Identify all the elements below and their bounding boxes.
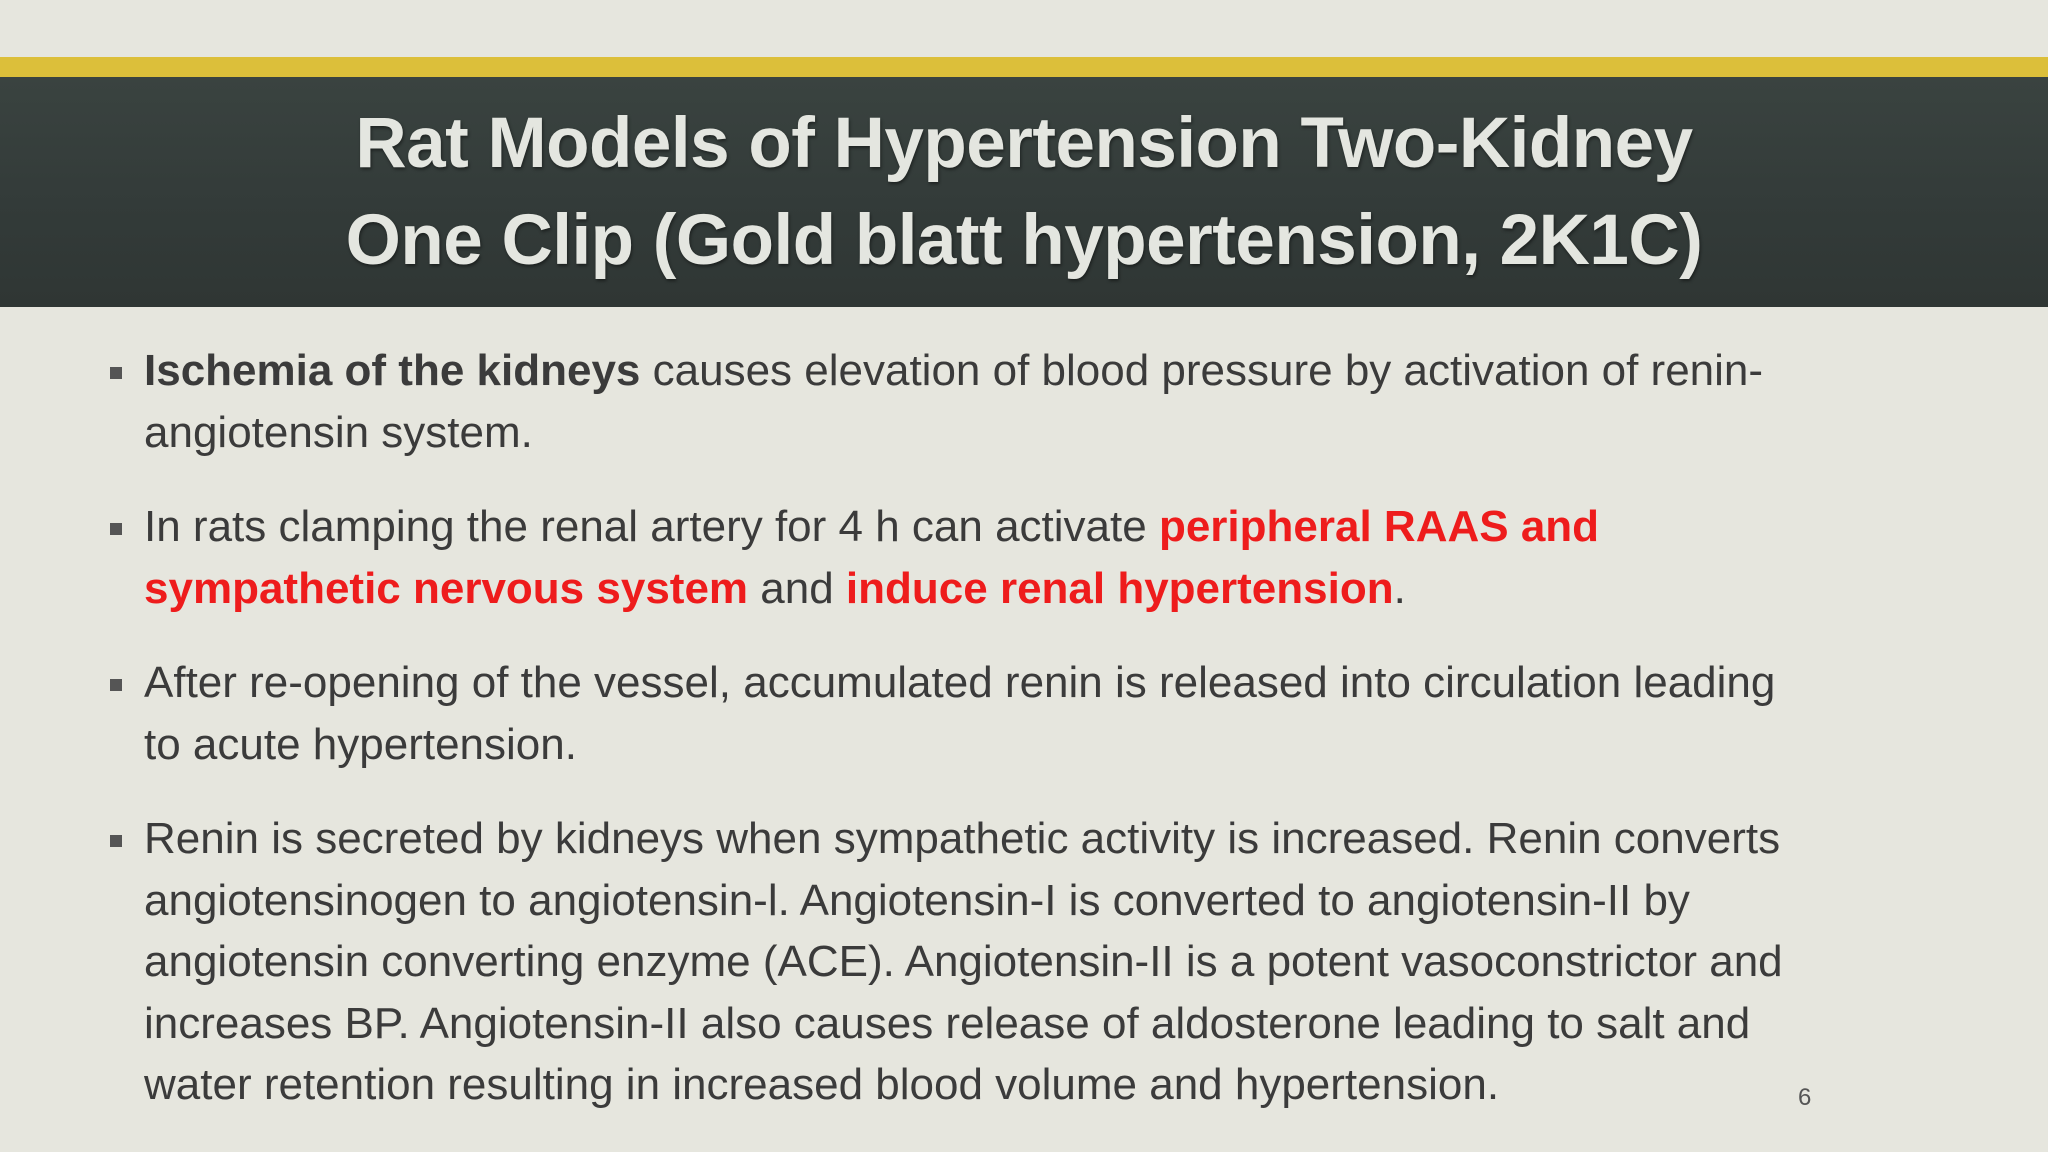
- bullet-line: Renin is secreted by kidneys when sympathetic activity is increased. Renin converts: [144, 814, 1781, 863]
- accent-stripe: [0, 57, 2048, 77]
- bullet-line: water retention resulting in increased blood volume and hypertension.: [144, 1060, 1500, 1109]
- bullet-clamping: [0, 496, 1924, 619]
- bullet-line: to acute hypertension.: [144, 719, 577, 769]
- highlight-text: induce renal hypertension: [845, 563, 1394, 613]
- highlight-text: sympathetic nervous system: [144, 563, 749, 613]
- bullet-line: [144, 340, 1924, 402]
- bullet-renin: [0, 808, 1924, 1116]
- page-number: 6: [1798, 1084, 1812, 1111]
- bullet-reopening: [0, 652, 1924, 775]
- bullet-line: increases BP. Angiotensin-II also causes release of aldosterone leading to salt and: [144, 998, 1751, 1048]
- bullet-marker-icon: [110, 367, 122, 379]
- highlight-text: peripheral RAAS and: [1158, 502, 1600, 551]
- bullet-text: causes elevation of blood pressure by activation of renin-: [640, 346, 1764, 395]
- bullet-text: In rats clamping the renal artery for 4 h can activate: [144, 502, 1159, 551]
- bullet-text: and: [748, 563, 846, 613]
- bullet-line: angiotensin converting enzyme (ACE). Angiotensin-II is a potent vasoconstrictor and: [144, 937, 1783, 986]
- bullet-line: angiotensinogen to angiotensin-l. Angiotensin-I is converted to angiotensin-II by: [144, 875, 1690, 925]
- title-band: [0, 77, 2048, 307]
- bullet-line: angiotensin system.: [144, 407, 533, 457]
- slide-body: [0, 340, 2048, 1149]
- bullet-line: [144, 496, 1924, 558]
- slide-title: [346, 95, 1703, 289]
- bullet-marker-icon: [110, 523, 122, 535]
- bullet-ischemia: [0, 340, 1924, 463]
- bullet-line: [144, 558, 1924, 620]
- bullet-line: After re-opening of the vessel, accumulated renin is released into circulation leading: [144, 658, 1776, 707]
- bullet-marker-icon: [110, 835, 122, 847]
- slide-title-line-1: Rat Models of Hypertension Two-Kidney: [355, 104, 1693, 183]
- bold-term: Ischemia of the kidneys: [144, 346, 641, 395]
- slide-title-line-2: One Clip (Gold blatt hypertension, 2K1C): [345, 201, 1703, 280]
- bullet-text: .: [1393, 563, 1406, 613]
- bullet-marker-icon: [110, 679, 122, 691]
